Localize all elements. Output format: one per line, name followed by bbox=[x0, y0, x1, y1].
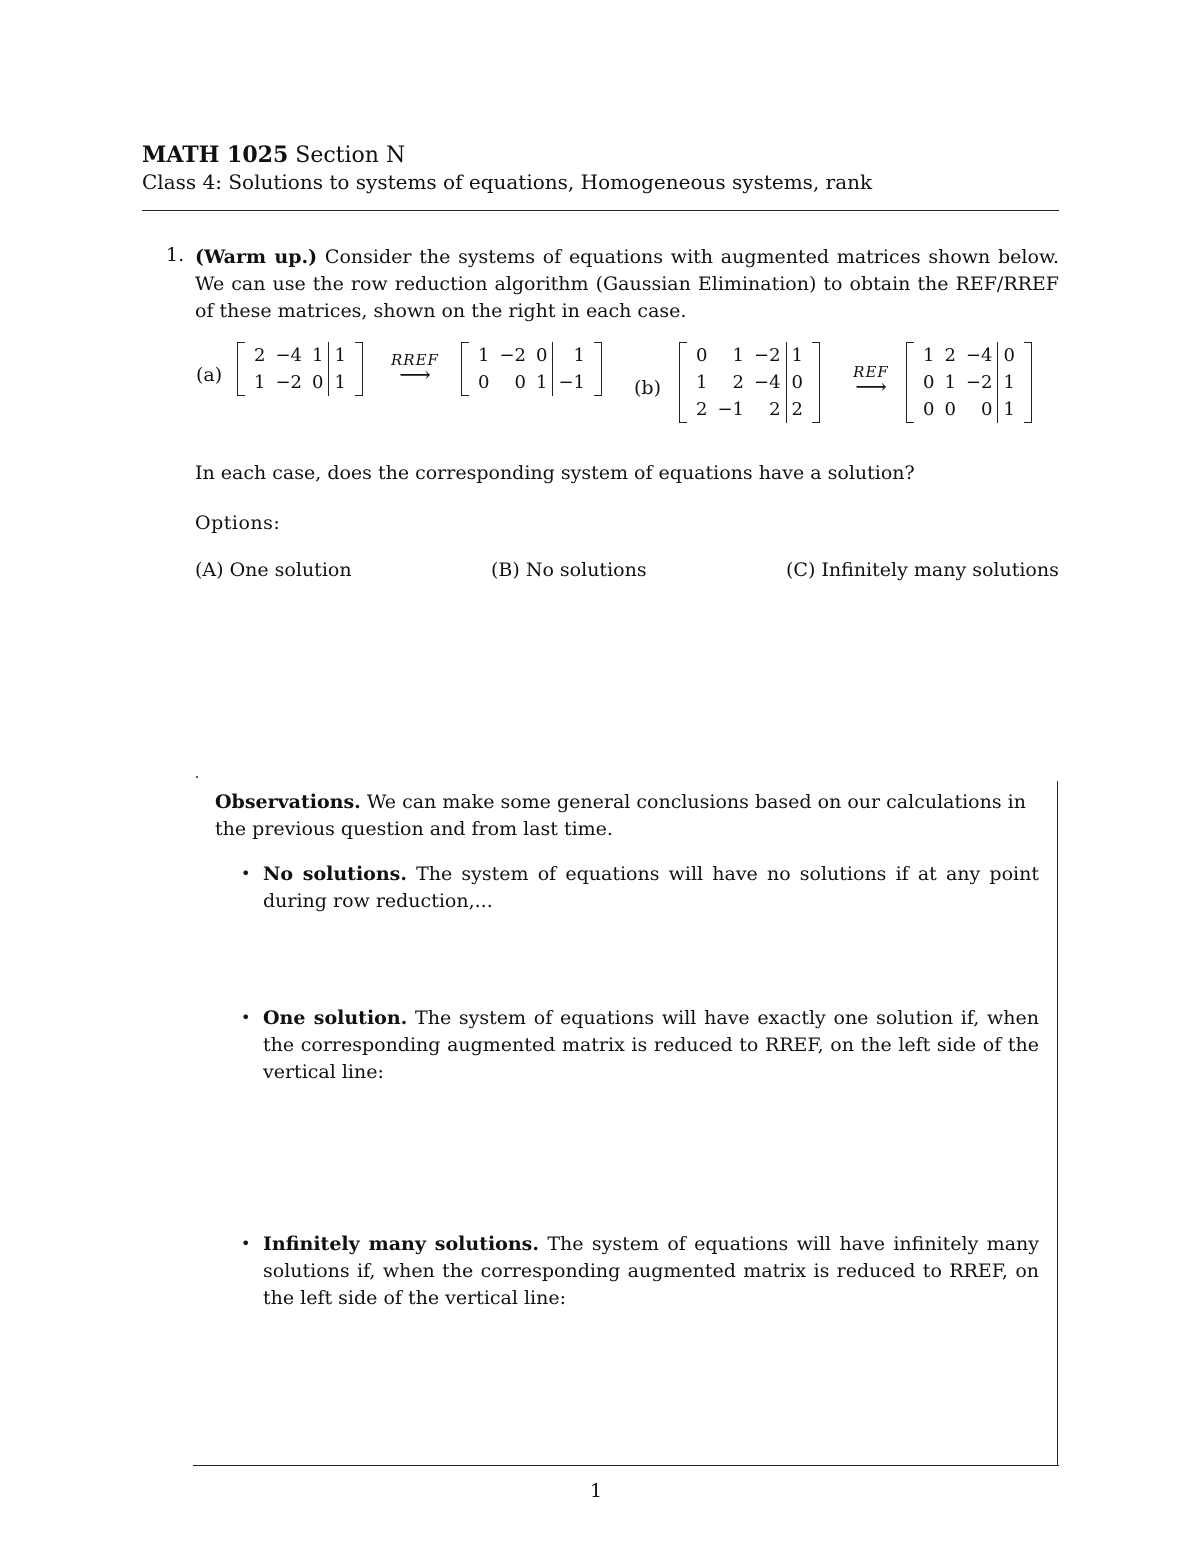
matrix-cell: −2 bbox=[754, 345, 781, 366]
matrix-left-bracket bbox=[237, 342, 245, 396]
question-lead: (Warm up.) bbox=[195, 246, 318, 268]
course-section: Section N bbox=[295, 143, 406, 168]
matrix-a-left bbox=[237, 342, 363, 396]
matrix-cell: 0 bbox=[923, 399, 935, 420]
matrix-cell: 1 bbox=[944, 372, 956, 393]
matrix-cell: 1 bbox=[312, 345, 324, 366]
option-a: (A) One solution bbox=[195, 559, 352, 581]
question-text bbox=[195, 244, 1059, 325]
matrix-cell: −1 bbox=[717, 399, 744, 420]
page-number: 1 bbox=[590, 1480, 603, 1502]
observation-title: Infinitely many solutions. bbox=[263, 1233, 539, 1255]
matrix-left-bracket bbox=[906, 342, 914, 423]
observation-text: The system of equations will have no solutions if at any point during row reduction,... bbox=[263, 863, 1039, 912]
matrix-cell: 2 bbox=[696, 399, 708, 420]
matrix-right-bracket bbox=[1024, 342, 1032, 423]
question-body: Consider the systems of equations with augmented matrices shown below. We can use the row reduction algorithm (Gaussian Elimination) to obtain the REF/RREF of these matrices, shown on the right in each case. bbox=[195, 246, 1059, 322]
matrix-cell: −4 bbox=[965, 345, 993, 366]
matrix-cell: 0 bbox=[514, 372, 526, 393]
matrix-left-bracket bbox=[679, 342, 687, 423]
matrix-cell: 0 bbox=[997, 342, 1019, 369]
observation-no-solutions bbox=[263, 861, 1039, 915]
header-divider bbox=[142, 210, 1059, 211]
options-heading: Options: bbox=[195, 512, 281, 534]
bullet-icon: • bbox=[241, 1234, 251, 1253]
bullet-icon: • bbox=[241, 1008, 251, 1027]
arrow-b bbox=[846, 363, 896, 400]
matrix-cell: 0 bbox=[944, 399, 956, 420]
matrix-cell: 1 bbox=[536, 372, 548, 393]
matrix-cell: 0 bbox=[981, 399, 993, 420]
matrix-left-bracket bbox=[461, 342, 469, 396]
matrix-cell: −2 bbox=[965, 372, 993, 393]
class-title: Class 4: Solutions to systems of equations, Homogeneous systems, rank bbox=[142, 170, 873, 194]
matrix-cell: 1 bbox=[552, 342, 590, 369]
matrix-cell: 0 bbox=[536, 345, 548, 366]
option-b: (B) No solutions bbox=[491, 559, 647, 581]
part-b-label: (b) bbox=[634, 377, 661, 399]
matrix-cell: 0 bbox=[786, 369, 808, 396]
observation-infinitely-many bbox=[263, 1231, 1039, 1312]
matrix-cell: −2 bbox=[275, 372, 302, 393]
matrix-cell: 1 bbox=[786, 342, 808, 369]
matrix-right-bracket bbox=[594, 342, 602, 396]
observation-title: One solution. bbox=[263, 1007, 408, 1029]
matrix-cell: 0 bbox=[696, 345, 708, 366]
observations-lead: Observations. bbox=[215, 791, 361, 813]
matrix-cell: 0 bbox=[312, 372, 324, 393]
matrix-right-bracket bbox=[355, 342, 363, 396]
matrix-cell: −1 bbox=[552, 369, 590, 396]
matrix-cell: 1 bbox=[328, 342, 350, 369]
observation-one-solution bbox=[263, 1005, 1039, 1086]
matrix-cell: 0 bbox=[478, 372, 490, 393]
matrix-cell: 2 bbox=[732, 372, 744, 393]
matrix-cell: 1 bbox=[254, 372, 266, 393]
matrix-cell: 1 bbox=[923, 345, 935, 366]
matrix-cell: 1 bbox=[478, 345, 490, 366]
arrow-b-symbol: ⟶ bbox=[855, 375, 887, 400]
matrix-cell: 2 bbox=[254, 345, 266, 366]
matrix-cell: 1 bbox=[328, 369, 350, 396]
arrow-a bbox=[388, 351, 442, 388]
question-prompt: In each case, does the corresponding system of equations have a solution? bbox=[195, 462, 915, 484]
part-a-label: (a) bbox=[196, 364, 223, 386]
arrow-a-symbol: ⟶ bbox=[399, 363, 431, 388]
matrix-cell: 1 bbox=[997, 396, 1019, 423]
matrix-b-right bbox=[906, 342, 1032, 423]
question-number: 1. bbox=[166, 244, 185, 266]
observation-text: The system of equations will have infinitely many solutions if, when the corresponding augmented matrix is reduced to RREF, on the left side of the vertical line: bbox=[263, 1233, 1039, 1309]
option-c: (C) Infinitely many solutions bbox=[786, 559, 1059, 581]
box-right-border bbox=[1057, 781, 1058, 1466]
box-corner-mark bbox=[196, 776, 198, 778]
course-code: MATH 1025 bbox=[142, 142, 289, 168]
observations-text: We can make some general conclusions based on our calculations in the previous question and from last time. bbox=[215, 791, 1026, 840]
matrix-cell: −2 bbox=[499, 345, 526, 366]
arrow-a-label: RREF bbox=[391, 351, 439, 369]
matrix-cell: −4 bbox=[275, 345, 302, 366]
matrix-cell: 2 bbox=[769, 399, 781, 420]
matrix-cell: −4 bbox=[754, 372, 781, 393]
matrix-cell: 1 bbox=[732, 345, 744, 366]
matrix-a-right bbox=[461, 342, 602, 396]
matrix-cell: 2 bbox=[786, 396, 808, 423]
bullet-icon: • bbox=[241, 864, 251, 883]
matrix-b-left bbox=[679, 342, 820, 423]
observation-text: The system of equations will have exactly one solution if, when the corresponding augmented matrix is reduced to RREF, on the left side of the vertical line: bbox=[263, 1007, 1039, 1083]
matrix-cell: 2 bbox=[944, 345, 956, 366]
arrow-b-label: REF bbox=[853, 363, 889, 381]
observations-intro bbox=[215, 789, 1039, 843]
box-bottom-border bbox=[193, 1465, 1059, 1466]
matrix-right-bracket bbox=[812, 342, 820, 423]
matrix-cell: 1 bbox=[997, 369, 1019, 396]
course-title bbox=[142, 142, 405, 168]
observation-title: No solutions. bbox=[263, 863, 407, 885]
matrix-cell: 1 bbox=[696, 372, 708, 393]
matrix-cell: 0 bbox=[923, 372, 935, 393]
